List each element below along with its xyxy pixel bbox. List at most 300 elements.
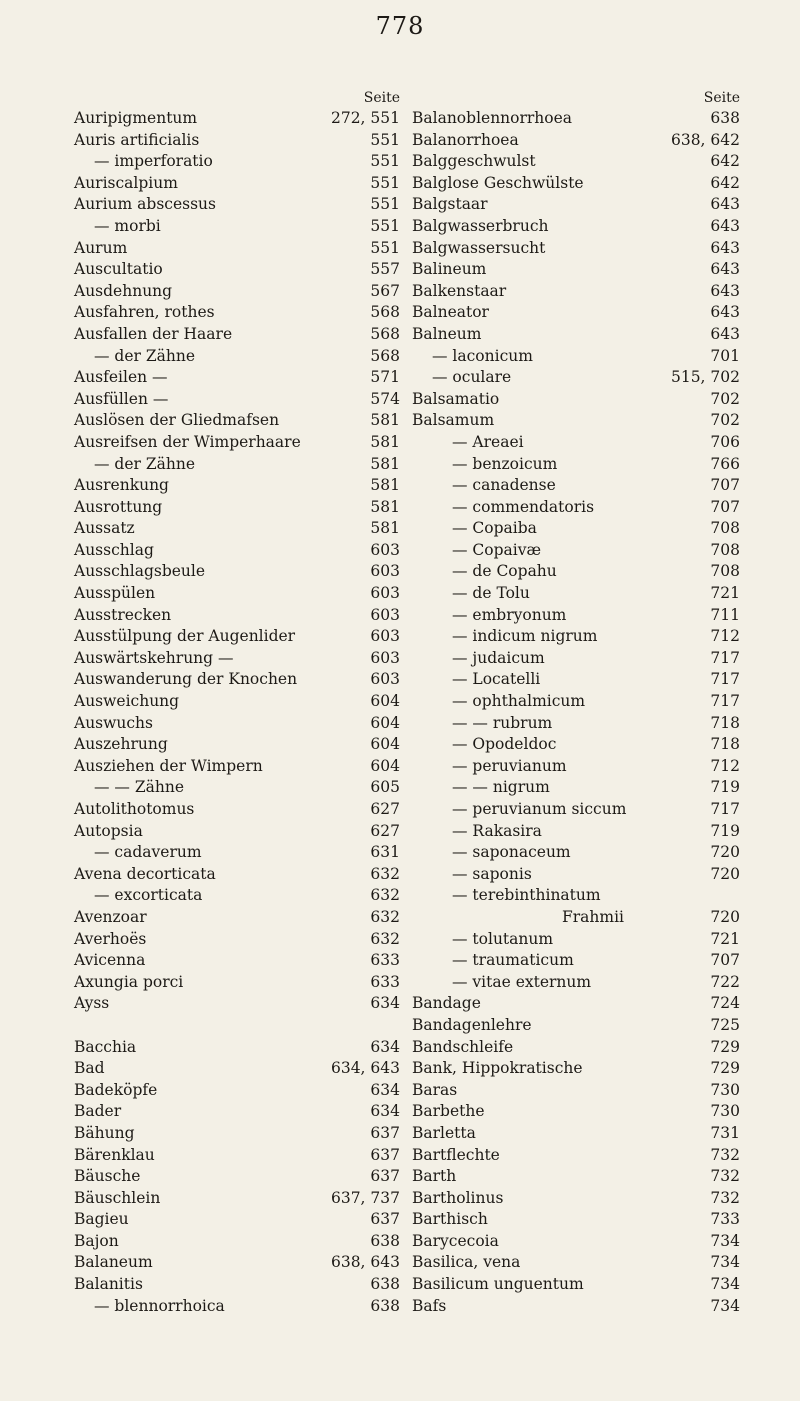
index-term: — — rubrum bbox=[452, 713, 553, 732]
index-page-ref: 603 bbox=[370, 540, 400, 559]
index-term: Basilica, vena bbox=[412, 1253, 521, 1272]
index-page-ref: 638, 642 bbox=[670, 130, 740, 149]
index-page-ref: 722 bbox=[710, 972, 740, 991]
index-page-ref: 574 bbox=[370, 389, 400, 408]
index-entry bbox=[74, 972, 400, 994]
index-entry bbox=[74, 1145, 400, 1167]
index-page-ref: 604 bbox=[370, 692, 400, 711]
index-entry bbox=[412, 497, 740, 519]
index-entry bbox=[74, 281, 400, 303]
index-term: — commendatoris bbox=[452, 497, 595, 516]
index-page-ref: 643 bbox=[710, 260, 740, 279]
index-term: Ausziehen der Wimpern bbox=[74, 756, 263, 775]
index-term: — oculare bbox=[432, 368, 512, 387]
index-term: — de Copahu bbox=[452, 562, 557, 581]
index-entries-right bbox=[412, 108, 740, 1317]
index-term: Bandage bbox=[412, 994, 481, 1013]
index-page-ref: 638, 643 bbox=[330, 1253, 400, 1272]
index-page-ref: 634 bbox=[370, 994, 400, 1013]
index-term: Avicenna bbox=[74, 951, 146, 970]
index-page-ref: 637 bbox=[370, 1167, 400, 1186]
index-page-ref: 581 bbox=[370, 497, 400, 516]
index-entry bbox=[74, 691, 400, 713]
index-term: Balneator bbox=[412, 303, 489, 322]
index-page-ref: 604 bbox=[370, 735, 400, 754]
index-page-ref: 551 bbox=[370, 195, 400, 214]
index-term: Balanitis bbox=[74, 1275, 143, 1294]
index-page-ref: 605 bbox=[370, 778, 400, 797]
index-entry bbox=[74, 1101, 400, 1123]
index-page-ref: 712 bbox=[710, 756, 740, 775]
index-term: Ausfahren, rothes bbox=[74, 303, 215, 322]
index-term: Balsamatio bbox=[412, 389, 500, 408]
index-entry bbox=[412, 346, 740, 368]
index-entry bbox=[412, 1080, 740, 1102]
index-term: Auscultatio bbox=[74, 260, 163, 279]
index-page-ref: 643 bbox=[710, 195, 740, 214]
index-entry bbox=[74, 734, 400, 756]
index-term: — canadense bbox=[452, 476, 556, 495]
index-page-ref: 633 bbox=[370, 951, 400, 970]
index-entry bbox=[74, 842, 400, 864]
index-term: Autolithotomus bbox=[74, 800, 195, 818]
index-entry bbox=[412, 1296, 740, 1318]
index-entry bbox=[74, 885, 400, 907]
index-term: Ausfüllen — bbox=[74, 389, 169, 408]
index-entry bbox=[74, 648, 400, 670]
index-entry bbox=[412, 432, 740, 454]
index-page-ref: 634, 643 bbox=[330, 1059, 400, 1078]
index-page-ref: 720 bbox=[710, 843, 740, 862]
index-term: Balgwasserbruch bbox=[412, 216, 549, 235]
index-entry bbox=[412, 324, 740, 346]
index-page-ref: 643 bbox=[710, 281, 740, 300]
index-term: Auszehrung bbox=[74, 735, 168, 754]
index-entry bbox=[74, 497, 400, 519]
index-entry bbox=[74, 130, 400, 152]
index-entry bbox=[74, 454, 400, 476]
index-entry bbox=[74, 777, 400, 799]
index-page-ref: 719 bbox=[710, 778, 740, 797]
index-term: — Areaei bbox=[452, 432, 524, 451]
index-term: — peruvianum siccum bbox=[452, 800, 627, 818]
index-term: Ausschlagsbeule bbox=[74, 562, 206, 581]
index-entry bbox=[74, 194, 400, 216]
index-entry bbox=[74, 561, 400, 583]
index-term: — indicum nigrum bbox=[452, 627, 598, 646]
index-entry bbox=[412, 821, 740, 843]
index-term: Averhoës bbox=[74, 929, 147, 948]
index-entry bbox=[412, 1015, 740, 1037]
index-term: Bärenklau bbox=[74, 1145, 155, 1164]
index-term: — traumaticum bbox=[452, 951, 574, 970]
index-term: Bajon bbox=[74, 1231, 119, 1250]
index-term: Bacchia bbox=[74, 1037, 137, 1056]
index-term: Ayss bbox=[74, 994, 110, 1013]
index-page-ref: 732 bbox=[710, 1188, 740, 1207]
index-page-ref: 637 bbox=[370, 1123, 400, 1142]
index-term: Balanorrhoea bbox=[412, 130, 519, 149]
index-page-ref: 734 bbox=[710, 1296, 740, 1315]
index-entry bbox=[74, 108, 400, 130]
index-entry bbox=[412, 1037, 740, 1059]
index-page-ref: 707 bbox=[710, 951, 740, 970]
index-page-ref: 581 bbox=[370, 411, 400, 430]
index-entry bbox=[74, 346, 400, 368]
index-entry bbox=[412, 842, 740, 864]
index-page-ref: 702 bbox=[710, 411, 740, 430]
index-entry bbox=[74, 993, 400, 1015]
index-page-ref: 729 bbox=[710, 1059, 740, 1078]
index-term: — — nigrum bbox=[452, 778, 550, 797]
index-term: Balgstaar bbox=[412, 195, 488, 214]
index-term: — tolutanum bbox=[452, 929, 554, 948]
index-term: Barbethe bbox=[412, 1102, 485, 1121]
index-column-right bbox=[412, 88, 740, 1317]
index-entry bbox=[412, 583, 740, 605]
index-term: — embryonum bbox=[452, 605, 567, 624]
index-page-ref: 638 bbox=[370, 1296, 400, 1315]
index-term: — blennorrhoica bbox=[94, 1296, 225, 1315]
index-term: — cadaverum bbox=[94, 843, 202, 862]
index-entry bbox=[74, 389, 400, 411]
index-page-ref: 711 bbox=[710, 605, 740, 624]
index-term: Bartholinus bbox=[412, 1188, 504, 1207]
index-term: — der Zähne bbox=[94, 454, 196, 473]
index-term: Barletta bbox=[412, 1123, 476, 1142]
index-page-ref: 581 bbox=[370, 519, 400, 538]
index-page-ref: 734 bbox=[710, 1275, 740, 1294]
index-entry bbox=[412, 1166, 740, 1188]
index-page-ref: 701 bbox=[710, 346, 740, 365]
index-page-ref: 732 bbox=[710, 1167, 740, 1186]
index-page-ref: 717 bbox=[710, 692, 740, 711]
index-entry bbox=[412, 648, 740, 670]
index-entry bbox=[74, 1058, 400, 1080]
index-term: — — Zähne bbox=[94, 778, 185, 797]
index-term: — der Zähne bbox=[94, 346, 196, 365]
index-page-ref: 718 bbox=[710, 735, 740, 754]
index-term: Frahmii bbox=[562, 907, 624, 926]
index-term: Avena decorticata bbox=[74, 864, 216, 883]
index-term: Auswanderung der Knochen bbox=[74, 670, 298, 689]
index-entry bbox=[74, 583, 400, 605]
index-page-ref: 725 bbox=[710, 1015, 740, 1034]
index-term: — judaicum bbox=[452, 648, 545, 667]
index-page-ref: 733 bbox=[710, 1210, 740, 1229]
index-entry bbox=[74, 605, 400, 627]
index-entry bbox=[412, 302, 740, 324]
index-page-ref: 603 bbox=[370, 562, 400, 581]
index-page-ref: 581 bbox=[370, 476, 400, 495]
index-entry bbox=[74, 907, 400, 929]
index-page-ref: 581 bbox=[370, 454, 400, 473]
index-entry bbox=[74, 151, 400, 173]
index-entry bbox=[74, 238, 400, 260]
index-entry bbox=[412, 1058, 740, 1080]
index-page-ref: 707 bbox=[710, 497, 740, 516]
index-term: Balaneum bbox=[74, 1253, 153, 1272]
index-page-ref: 632 bbox=[370, 907, 400, 926]
index-page-ref: 708 bbox=[710, 562, 740, 581]
index-page-ref: 638 bbox=[370, 1275, 400, 1294]
index-term: Balneum bbox=[412, 324, 482, 343]
index-entry bbox=[74, 1231, 400, 1253]
index-page-ref: 568 bbox=[370, 303, 400, 322]
index-page-ref: 766 bbox=[710, 454, 740, 473]
index-term: Auris artificialis bbox=[74, 130, 200, 149]
index-page-ref: 557 bbox=[370, 260, 400, 279]
index-term: Aurum bbox=[74, 238, 128, 257]
index-entry bbox=[412, 475, 740, 497]
index-entry bbox=[412, 713, 740, 735]
index-entry bbox=[74, 1166, 400, 1188]
index-entry bbox=[412, 194, 740, 216]
index-page-ref: 721 bbox=[710, 584, 740, 603]
index-page-ref: 632 bbox=[370, 886, 400, 905]
index-term: Ausrottung bbox=[74, 497, 163, 516]
index-term: Bagieu bbox=[74, 1210, 129, 1229]
index-entry bbox=[412, 281, 740, 303]
index-term: Auriscalpium bbox=[74, 173, 178, 192]
index-term: Ausfallen der Haare bbox=[74, 324, 233, 343]
index-entry bbox=[74, 367, 400, 389]
index-entry bbox=[74, 475, 400, 497]
index-entry bbox=[412, 410, 740, 432]
index-entry bbox=[74, 410, 400, 432]
index-entry bbox=[74, 1296, 400, 1318]
index-term: Balggeschwulst bbox=[412, 152, 536, 171]
index-term: Aurium abscessus bbox=[74, 195, 216, 214]
index-page-ref: 581 bbox=[370, 432, 400, 451]
index-entry bbox=[74, 950, 400, 972]
index-page-ref: 603 bbox=[370, 648, 400, 667]
index-entry bbox=[412, 454, 740, 476]
index-page-ref: 571 bbox=[370, 368, 400, 387]
index-entry bbox=[74, 216, 400, 238]
index-page-ref: 734 bbox=[710, 1253, 740, 1272]
index-entry bbox=[412, 950, 740, 972]
index-entry bbox=[74, 864, 400, 886]
index-term: Balkenstaar bbox=[412, 281, 507, 300]
index-entry bbox=[412, 151, 740, 173]
index-entry bbox=[412, 130, 740, 152]
index-entry bbox=[74, 626, 400, 648]
index-entry bbox=[74, 1080, 400, 1102]
index-page-ref: 515, 702 bbox=[670, 368, 740, 387]
index-page-ref: 719 bbox=[710, 821, 740, 840]
index-entry bbox=[74, 1274, 400, 1296]
index-entry bbox=[412, 259, 740, 281]
index-term: — Rakasira bbox=[452, 821, 542, 840]
index-entry bbox=[412, 626, 740, 648]
index-term: — ophthalmicum bbox=[452, 692, 586, 711]
index-term: Avenzoar bbox=[74, 907, 147, 926]
index-entry bbox=[74, 1188, 400, 1210]
index-term: Baras bbox=[412, 1080, 458, 1099]
index-page-ref: 551 bbox=[370, 152, 400, 171]
index-term: Auswuchs bbox=[74, 713, 153, 732]
index-term: Ausschlag bbox=[74, 540, 154, 559]
index-entry bbox=[412, 691, 740, 713]
column-header: Seite bbox=[363, 90, 400, 106]
index-entry bbox=[74, 1015, 400, 1037]
index-entry bbox=[74, 432, 400, 454]
index-entry bbox=[412, 367, 740, 389]
index-term: Balanoblennorrhoea bbox=[412, 109, 573, 127]
index-entry bbox=[412, 173, 740, 195]
index-term: Balineum bbox=[412, 260, 487, 279]
index-page-ref: 642 bbox=[710, 173, 740, 192]
index-page-ref: 638 bbox=[710, 109, 740, 127]
index-column-left bbox=[74, 88, 400, 1317]
index-page-ref: 729 bbox=[710, 1037, 740, 1056]
index-page-ref: 272, 551 bbox=[330, 109, 400, 127]
index-term: Basilicum unguentum bbox=[412, 1275, 584, 1294]
index-page-ref: 717 bbox=[710, 648, 740, 667]
index-page-ref: 632 bbox=[370, 864, 400, 883]
index-page-ref: 637, 737 bbox=[330, 1188, 400, 1207]
index-page-ref: 627 bbox=[370, 800, 400, 818]
index-term: — Opodeldoc bbox=[452, 735, 557, 754]
index-term: Ausstülpung der Augenlider bbox=[74, 627, 296, 646]
index-term: Aussatz bbox=[74, 519, 135, 538]
index-page-ref: 721 bbox=[710, 929, 740, 948]
index-page-ref: 643 bbox=[710, 303, 740, 322]
index-term: Auswärtskehrung — bbox=[74, 648, 234, 667]
index-term: Bank, Hippokratische bbox=[412, 1059, 583, 1078]
index-page-ref: 643 bbox=[710, 238, 740, 257]
index-page-ref: 718 bbox=[710, 713, 740, 732]
index-term: Bäusche bbox=[74, 1167, 141, 1186]
index-term: Ausfeilen — bbox=[74, 368, 168, 387]
index-term: Barth bbox=[412, 1167, 457, 1186]
index-entry bbox=[412, 1209, 740, 1231]
index-entry bbox=[412, 1123, 740, 1145]
index-page-ref: 642 bbox=[710, 152, 740, 171]
index-page-ref: 730 bbox=[710, 1080, 740, 1099]
index-term: — excorticata bbox=[94, 886, 203, 905]
index-term: — saponis bbox=[452, 864, 532, 883]
index-page-ref: 634 bbox=[370, 1080, 400, 1099]
index-page-ref: 731 bbox=[710, 1123, 740, 1142]
index-entry bbox=[412, 929, 740, 951]
index-term: Ausdehnung bbox=[74, 281, 173, 300]
page-number: 778 bbox=[375, 12, 425, 40]
index-entry bbox=[412, 885, 740, 907]
index-term: — peruvianum bbox=[452, 756, 567, 775]
index-term: — morbi bbox=[94, 216, 161, 235]
index-entry bbox=[412, 1145, 740, 1167]
index-entry bbox=[412, 605, 740, 627]
index-entry bbox=[412, 993, 740, 1015]
index-page-ref: 568 bbox=[370, 346, 400, 365]
index-page-ref: 708 bbox=[710, 519, 740, 538]
index-page-ref: 603 bbox=[370, 627, 400, 646]
index-page-ref: 706 bbox=[710, 432, 740, 451]
index-page-ref: 604 bbox=[370, 756, 400, 775]
index-entry bbox=[74, 518, 400, 540]
index-page-ref: 643 bbox=[710, 324, 740, 343]
index-term: Balglose Geschwülste bbox=[412, 173, 584, 192]
index-term: Bartflechte bbox=[412, 1145, 500, 1164]
index-page-ref: 734 bbox=[710, 1231, 740, 1250]
index-term: Ausreifsen der Wimperhaare bbox=[74, 432, 301, 451]
index-page-ref: 634 bbox=[370, 1102, 400, 1121]
index-page-ref: 627 bbox=[370, 821, 400, 840]
index-page-ref: 702 bbox=[710, 389, 740, 408]
index-entry bbox=[412, 669, 740, 691]
index-page-ref: 551 bbox=[370, 238, 400, 257]
index-page-ref: 708 bbox=[710, 540, 740, 559]
index-entry bbox=[74, 929, 400, 951]
index-page-ref: 603 bbox=[370, 670, 400, 689]
index-entry bbox=[74, 302, 400, 324]
index-term: Bäuschlein bbox=[74, 1188, 161, 1207]
index-entry bbox=[74, 1123, 400, 1145]
index-term: — saponaceum bbox=[452, 843, 571, 862]
index-term: Auripigmentum bbox=[74, 109, 198, 127]
index-term: Barthisch bbox=[412, 1210, 488, 1229]
index-term: — Copaiba bbox=[452, 519, 537, 538]
index-page-ref: 717 bbox=[710, 800, 740, 818]
index-entry bbox=[412, 1252, 740, 1274]
index-term: Axungia porci bbox=[74, 972, 184, 991]
index-entry bbox=[74, 540, 400, 562]
index-page-ref: 551 bbox=[370, 130, 400, 149]
index-page-ref: 638 bbox=[370, 1231, 400, 1250]
index-entry bbox=[412, 518, 740, 540]
index-page-ref: 551 bbox=[370, 216, 400, 235]
index-page-ref: 604 bbox=[370, 713, 400, 732]
index-page-ref: 567 bbox=[370, 281, 400, 300]
index-term: Bähung bbox=[74, 1123, 135, 1142]
index-page-ref: 634 bbox=[370, 1037, 400, 1056]
index-term: Balsamum bbox=[412, 411, 495, 430]
index-term: Bad bbox=[74, 1059, 105, 1078]
index-page-ref: 707 bbox=[710, 476, 740, 495]
index-entry bbox=[74, 756, 400, 778]
index-page-ref: 720 bbox=[710, 907, 740, 926]
index-entry bbox=[412, 108, 740, 130]
index-entry bbox=[412, 864, 740, 886]
index-page-ref: 712 bbox=[710, 627, 740, 646]
index-page-ref: 732 bbox=[710, 1145, 740, 1164]
index-page-ref: 551 bbox=[370, 173, 400, 192]
index-term: — Copaivæ bbox=[452, 540, 542, 559]
index-page-ref: 643 bbox=[710, 216, 740, 235]
index-entry bbox=[74, 1209, 400, 1231]
index-entry bbox=[412, 799, 740, 821]
column-header: Seite bbox=[703, 90, 740, 106]
index-entry bbox=[74, 324, 400, 346]
index-entry bbox=[412, 561, 740, 583]
index-page-ref: 631 bbox=[370, 843, 400, 862]
index-page-ref: 632 bbox=[370, 929, 400, 948]
index-term: Barycecoia bbox=[412, 1231, 499, 1250]
index-term: Bader bbox=[74, 1102, 122, 1121]
index-term: Bandagenlehre bbox=[412, 1015, 532, 1034]
index-entry bbox=[412, 972, 740, 994]
index-term: Autopsia bbox=[74, 821, 143, 840]
index-page-ref: 568 bbox=[370, 324, 400, 343]
index-entry bbox=[74, 173, 400, 195]
index-entries-left bbox=[74, 108, 400, 1317]
index-page-ref: 637 bbox=[370, 1145, 400, 1164]
index-entry bbox=[412, 756, 740, 778]
index-page-ref: 730 bbox=[710, 1102, 740, 1121]
index-entry bbox=[412, 540, 740, 562]
